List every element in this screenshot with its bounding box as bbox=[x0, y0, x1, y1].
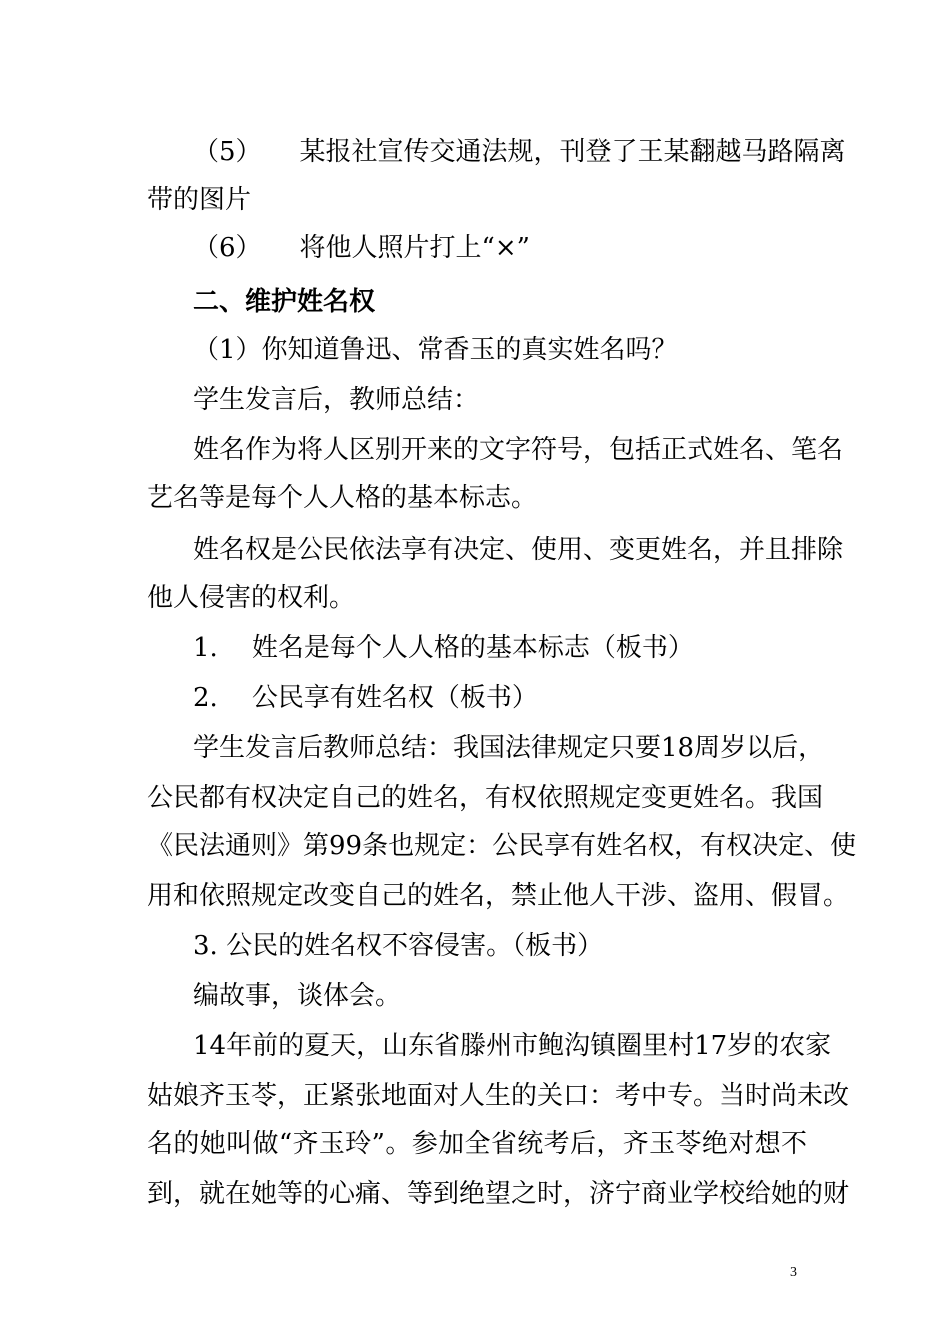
list-number: 2. bbox=[193, 683, 218, 713]
list-text: 公民享有姓名权（板书） bbox=[251, 683, 538, 713]
item-text: 某报社宣传交通法规，刊登了王某翻越马路隔离 bbox=[299, 137, 846, 167]
paragraph-line: 《民法通则》第99条也规定：公民享有姓名权，有权决定、使 bbox=[147, 831, 857, 861]
paragraph-line: 姓名作为将人区别开来的文字符号，包括正式姓名、笔名 bbox=[193, 435, 844, 465]
paragraph-line: 姓名权是公民依法享有决定、使用、变更姓名，并且排除 bbox=[193, 535, 844, 565]
paragraph-line: 艺名等是每个人人格的基本标志。 bbox=[147, 483, 538, 513]
list-item bbox=[193, 628, 807, 668]
item-number: （5） bbox=[193, 137, 262, 167]
list-item: 3. 公民的姓名权不容侵害。（板书） bbox=[193, 931, 604, 961]
paragraph-line: 姑娘齐玉苓，正紧张地面对人生的关口：考中专。当时尚未改 bbox=[147, 1081, 850, 1111]
paragraph-line: 用和依照规定改变自己的姓名，禁止他人干涉、盗用、假冒。 bbox=[147, 881, 850, 911]
list-item bbox=[193, 678, 807, 718]
paragraph-line: 学生发言后教师总结：我国法律规定只要18周岁以后， bbox=[193, 733, 825, 763]
paragraph-line: 到，就在她等的心痛、等到绝望之时，济宁商业学校给她的财 bbox=[147, 1179, 850, 1209]
paragraph-line: （1）你知道鲁迅、常香玉的真实姓名吗？ bbox=[193, 335, 678, 365]
item-text: 将他人照片打上“×” bbox=[299, 233, 530, 263]
paragraph-line: 学生发言后，教师总结： bbox=[193, 385, 480, 415]
list-text: 姓名是每个人人格的基本标志（板书） bbox=[251, 633, 694, 663]
page-number: 3 bbox=[790, 1265, 797, 1280]
list-number: 1. bbox=[193, 633, 218, 663]
paragraph-line: 带的图片 bbox=[147, 185, 252, 215]
paragraph-line bbox=[193, 132, 846, 172]
paragraph-line bbox=[193, 228, 807, 268]
paragraph-line: 公民都有权决定自己的姓名，有权依照规定变更姓名。我国 bbox=[147, 783, 824, 813]
item-number: （6） bbox=[193, 233, 262, 263]
paragraph-line: 他人侵害的权利。 bbox=[147, 583, 356, 613]
paragraph-line: 编故事，谈体会。 bbox=[193, 981, 402, 1011]
paragraph-line: 14年前的夏天，山东省滕州市鲍沟镇圈里村17岁的农家 bbox=[193, 1031, 832, 1061]
paragraph-line: 名的她叫做“齐玉玲”。参加全省统考后，齐玉苓绝对想不 bbox=[147, 1129, 807, 1159]
section-heading: 二、维护姓名权 bbox=[193, 287, 376, 317]
